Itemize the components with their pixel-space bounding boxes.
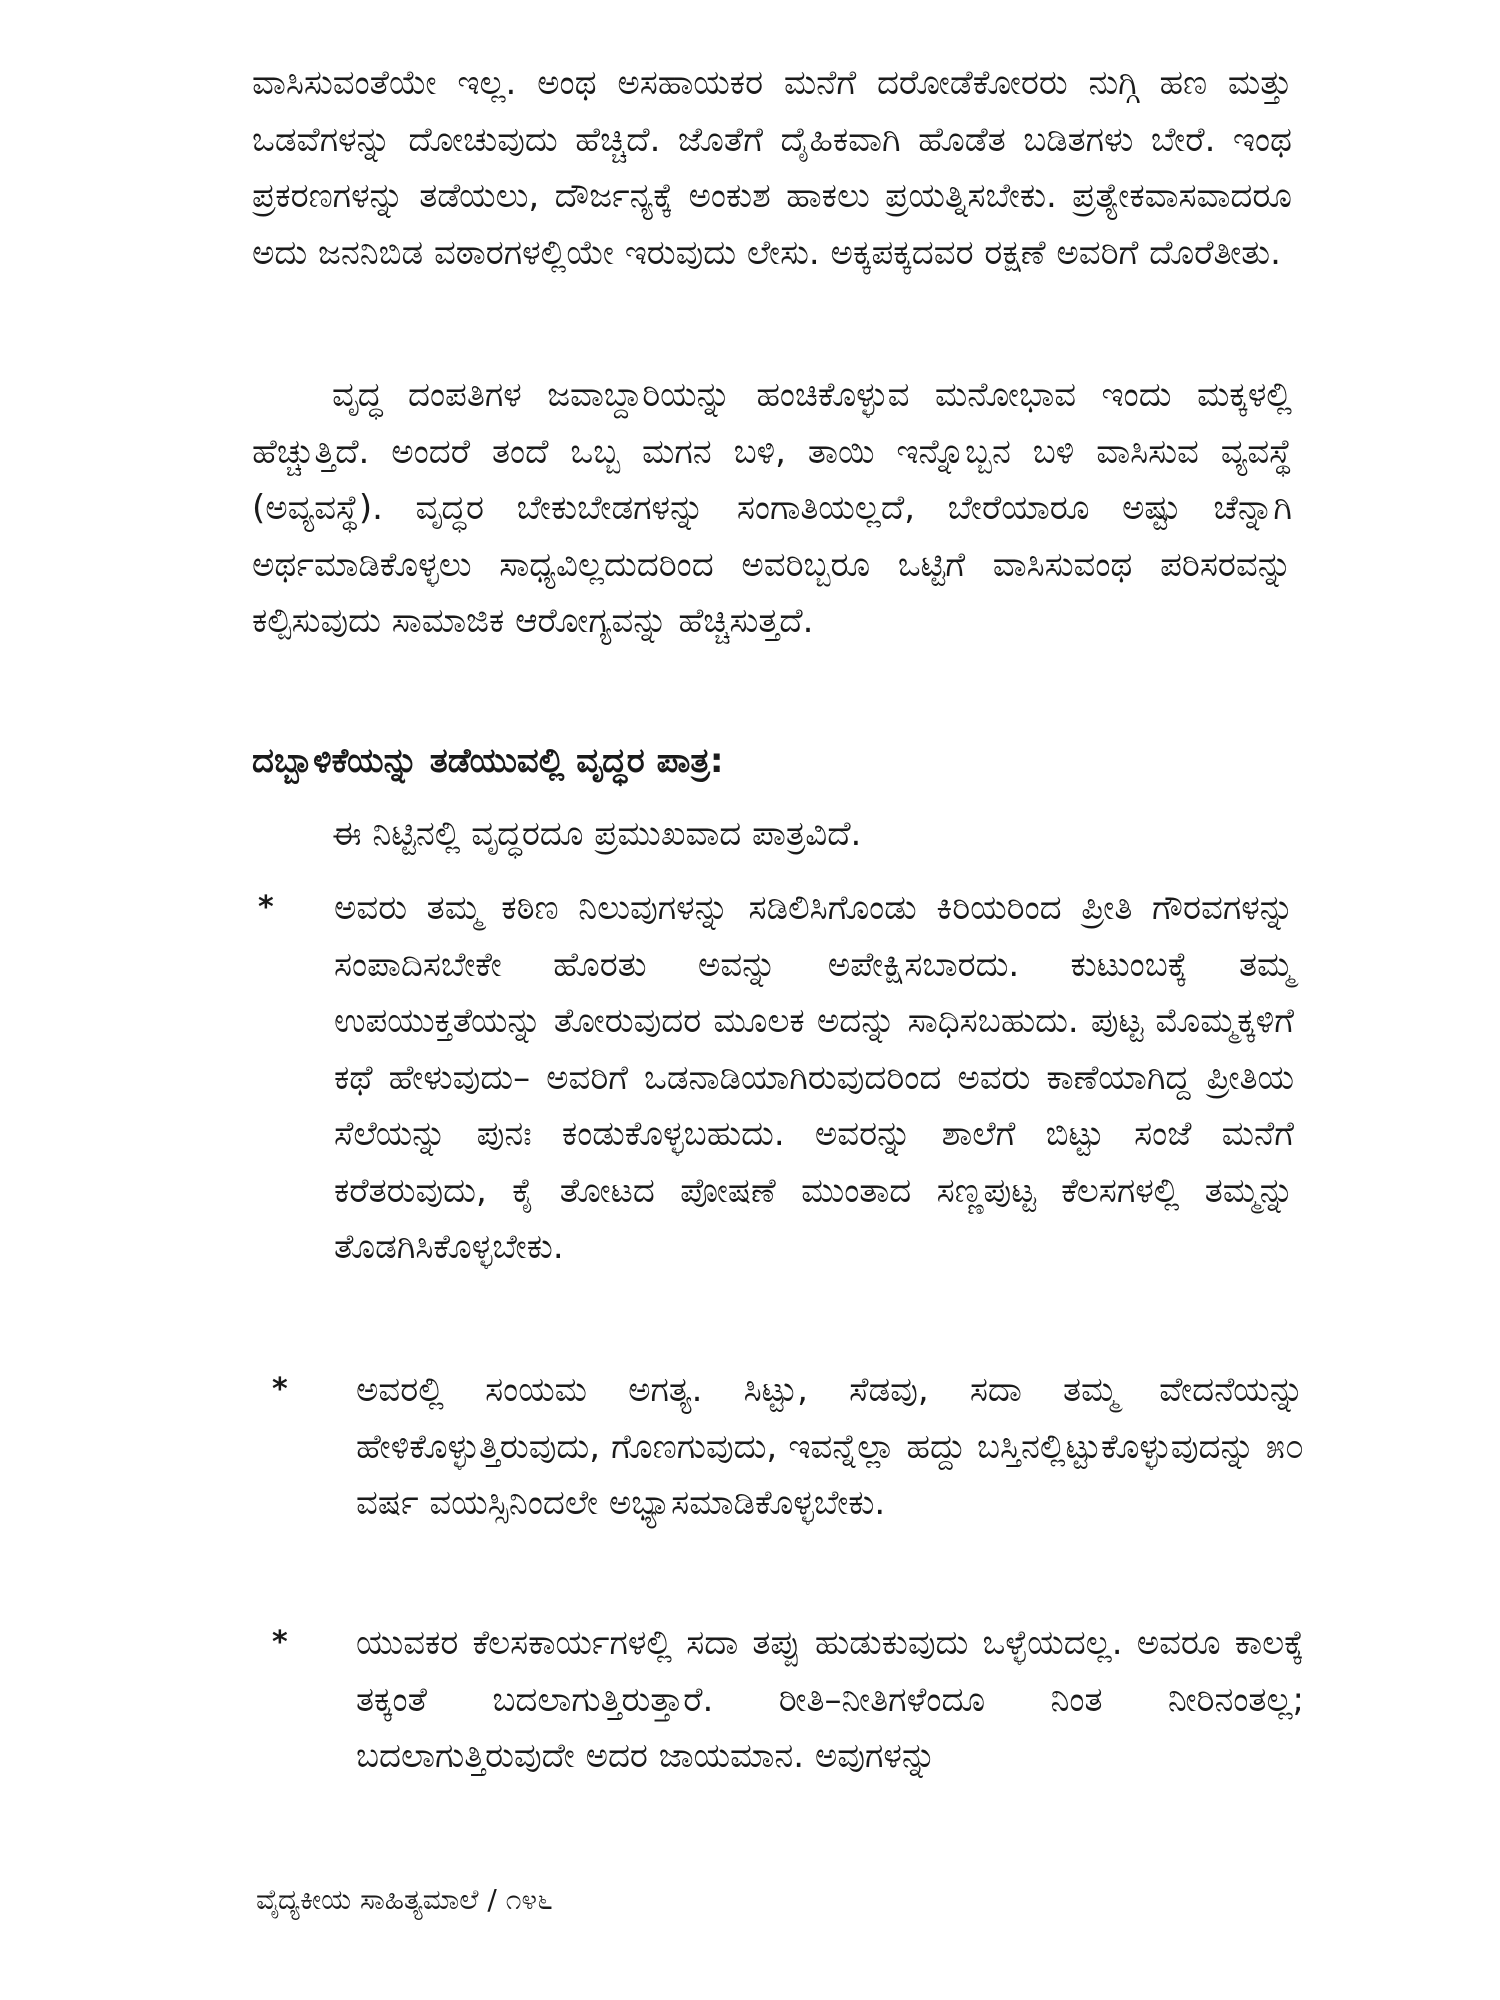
paragraph-safety-of-elderly: ವಾಸಿಸುವಂತೆಯೇ ಇಲ್ಲ. ಅಂಥ ಅಸಹಾಯಕರ ಮನೆಗೆ ದರೋಡೆಕೋರರು ನುಗ್ಗಿ ಹಣ ಮತ್ತು ಒಡವೆಗಳನ್ನು ದೋಚುವುದು ಹೆಚ್ಚಿದೆ. ಜೊತೆಗೆ ದೈಹಿಕವಾಗಿ ಹೊಡೆತ ಬಡಿತಗಳು ಬೇರೆ. ಇಂಥ ಪ್ರಕರಣಗಳನ್ನು ತಡೆಯಲು, ದೌರ್ಜನ್ಯಕ್ಕೆ ಅಂಕುಶ ಹಾಕಲು ಪ್ರಯತ್ನಿಸಬೇಕು. ಪ್ರತ್ಯೇಕವಾಸವಾದರೂ ಅದು ಜನನಿಬಿಡ ವಠಾರಗಳಲ್ಲಿಯೇ ಇರುವುದು ಲೇಸು. ಅಕ್ಕಪಕ್ಕದವರ ರಕ್ಷಣೆ ಅವರಿಗೆ ದೊರೆತೀತು. <box>252 63 1292 273</box>
paragraph-couple-responsibility: ವೃದ್ಧ ದಂಪತಿಗಳ ಜವಾಬ್ದಾರಿಯನ್ನು ಹಂಚಿಕೊಳ್ಳುವ ಮನೋಭಾವ ಇಂದು ಮಕ್ಕಳಲ್ಲಿ ಹೆಚ್ಚುತ್ತಿದೆ. ಅಂದರೆ ತಂದೆ ಒಬ್ಬ ಮಗನ ಬಳಿ, ತಾಯಿ ಇನ್ನೊಬ್ಬನ ಬಳಿ ವಾಸಿಸುವ ವ್ಯವಸ್ಥೆ (ಅವ್ಯವಸ್ಥೆ). ವೃದ್ಧರ ಬೇಕುಬೇಡಗಳನ್ನು ಸಂಗಾತಿಯಲ್ಲದೆ, ಬೇರೆಯಾರೂ ಅಷ್ಟು ಚೆನ್ನಾಗಿ ಅರ್ಥಮಾಡಿಕೊಳ್ಳಲು ಸಾಧ್ಯವಿಲ್ಲದುದರಿಂದ ಅವರಿಬ್ಬರೂ ಒಟ್ಟಿಗೆ ವಾಸಿಸುವಂಥ ಪರಿಸರವನ್ನು ಕಲ್ಪಿಸುವುದು ಸಾಮಾಜಿಕ ಆರೋಗ್ಯವನ್ನು ಹೆಚ್ಚಿಸುತ್ತದೆ. <box>252 375 1292 641</box>
bullet-marker: * <box>272 1372 288 1407</box>
list-item <box>272 1615 1392 1795</box>
bullet-text-restraint-love: ಅವರು ತಮ್ಮ ಕಠಿಣ ನಿಲುವುಗಳನ್ನು ಸಡಿಲಿಸಿಗೊಂಡು ಕಿರಿಯರಿಂದ ಪ್ರೀತಿ ಗೌರವಗಳನ್ನು ಸಂಪಾದಿಸಬೇಕೇ ಹೊರತು ಅವನ್ನು ಅಪೇಕ್ಷಿಸಬಾರದು. ಕುಟುಂಬಕ್ಕೆ ತಮ್ಮ ಉಪಯುಕ್ತತೆಯನ್ನು ತೋರುವುದರ ಮೂಲಕ ಅದನ್ನು ಸಾಧಿಸಬಹುದು. ಪುಟ್ಟ ಮೊಮ್ಮಕ್ಕಳಿಗೆ ಕಥೆ ಹೇಳುವುದು– ಅವರಿಗೆ ಒಡನಾಡಿಯಾಗಿರುವುದರಿಂದ ಅವರು ಕಾಣೆಯಾಗಿದ್ದ ಪ್ರೀತಿಯ ಸೆಲೆಯನ್ನು ಪುನಃ ಕಂಡುಕೊಳ್ಳಬಹುದು. ಅವರನ್ನು ಶಾಲೆಗೆ ಬಿಟ್ಟು ಸಂಜೆ ಮನೆಗೆ ಕರೆತರುವುದು, ಕೈ ತೋಟದ ಪೋಷಣೆ ಮುಂತಾದ ಸಣ್ಣಪುಟ್ಟ ಕೆಲಸಗಳಲ್ಲಿ ತಮ್ಮನ್ನು ತೊಡಗಿಸಿಕೊಳ್ಳಬೇಕು. <box>334 888 1294 1267</box>
bullet-marker: * <box>258 890 274 925</box>
page-footer: ವೈದ್ಯಕೀಯ ಸಾಹಿತ್ಯಮಾಲೆ / ೧೪೬ <box>256 1883 553 1916</box>
list-item <box>258 880 1378 1340</box>
section-heading: ದಬ್ಬಾಳಿಕೆಯನ್ನು ತಡೆಯುವಲ್ಲಿ ವೃದ್ಧರ ಪಾತ್ರ: <box>252 741 724 781</box>
section-intro: ಈ ನಿಟ್ಟಿನಲ್ಲಿ ವೃದ್ಧರದೂ ಪ್ರಮುಖವಾದ ಪಾತ್ರವಿದೆ. <box>332 814 862 854</box>
list-item <box>272 1362 1392 1592</box>
bullet-marker: * <box>272 1625 288 1660</box>
bullet-text-youth-faults: ಯುವಕರ ಕೆಲಸಕಾರ್ಯಗಳಲ್ಲಿ ಸದಾ ತಪ್ಪು ಹುಡುಕುವುದು ಒಳ್ಳೆಯದಲ್ಲ. ಅವರೂ ಕಾಲಕ್ಕೆ ತಕ್ಕಂತೆ ಬದಲಾಗುತ್ತಿರುತ್ತಾರೆ. ರೀತಿ–ನೀತಿಗಳೆಂದೂ ನಿಂತ ನೀರಿನಂತಲ್ಲ; ಬದಲಾಗುತ್ತಿರುವುದೇ ಅದರ ಜಾಯಮಾನ. ಅವುಗಳನ್ನು <box>356 1623 1304 1776</box>
bullet-text-patience: ಅವರಲ್ಲಿ ಸಂಯಮ ಅಗತ್ಯ. ಸಿಟ್ಟು, ಸೆಡವು, ಸದಾ ತಮ್ಮ ವೇದನೆಯನ್ನು ಹೇಳಿಕೊಳ್ಳುತ್ತಿರುವುದು, ಗೊಣಗುವುದು, ಇವನ್ನೆಲ್ಲಾ ಹದ್ದು ಬಸ್ತಿನಲ್ಲಿಟ್ಟುಕೊಳ್ಳುವುದನ್ನು ೫೦ ವರ್ಷ ವಯಸ್ಸಿನಿಂದಲೇ ಅಭ್ಯಾಸಮಾಡಿಕೊಳ್ಳಬೇಕು. <box>356 1370 1304 1523</box>
